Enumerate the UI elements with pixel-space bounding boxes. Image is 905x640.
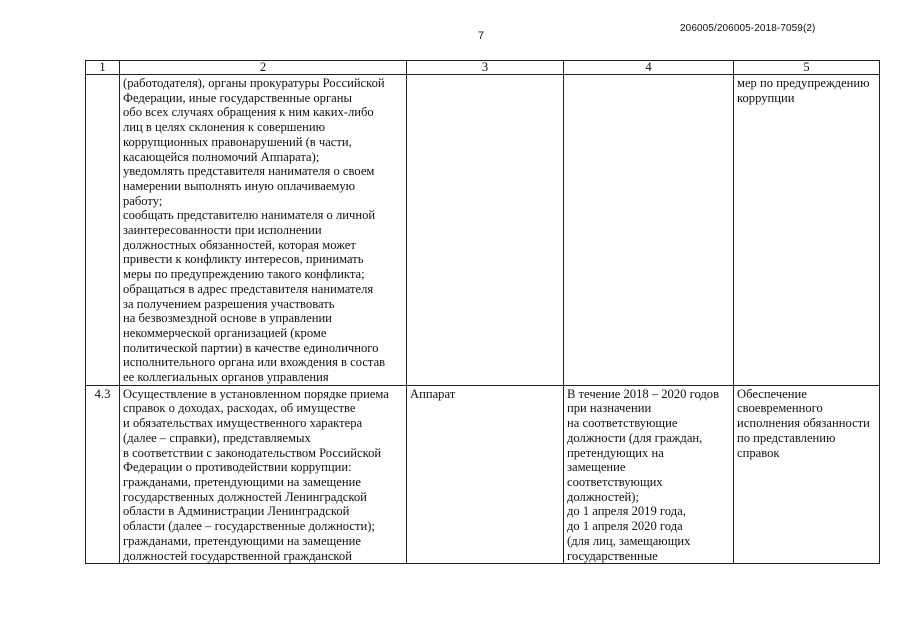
cell-text-line: исполнения обязанности [737, 416, 870, 431]
cell-text-line: замещение [567, 460, 626, 475]
cell-text-line: гражданами, претендующими на замещение [123, 533, 361, 548]
cell-text-line: по представлению [737, 430, 836, 445]
deadline-cell [564, 75, 734, 386]
column-header-3: 3 [407, 61, 564, 75]
page-number: 7 [478, 30, 485, 42]
cell-text-line: Осуществление в установленном порядке приема [123, 386, 389, 401]
result-cell [734, 385, 880, 563]
deadline-cell [564, 385, 734, 563]
cell-text-line: претендующих на [567, 445, 664, 460]
cell-text-line: меры по предупреждению такого конфликта; [123, 267, 365, 282]
row-number: 4.3 [94, 386, 111, 401]
cell-text-line: и обязательствах имущественного характера [123, 416, 363, 431]
cell-text-line: некоммерческой организацией (кроме [123, 325, 327, 340]
cell-text-line: государственные [567, 548, 658, 563]
column-header-4: 4 [564, 61, 734, 75]
column-header-1: 1 [86, 61, 120, 75]
cell-text-line: (для лиц, замещающих [567, 533, 691, 548]
cell-text-line: мер по предупреждению [737, 76, 870, 90]
cell-text-line: привести к конфликту интересов, принимать [123, 252, 364, 267]
cell-text-line: сообщать представителю нанимателя о личной [123, 208, 376, 223]
cell-text-line: до 1 апреля 2019 года, [567, 504, 686, 519]
table-row [86, 75, 880, 386]
cell-text-line: за получением разрешения участвовать [123, 296, 335, 311]
cell-text-line: намерении выполнять иную оплачиваемую [123, 178, 356, 193]
cell-text-line: на безвозмездной основе в управлении [123, 311, 332, 326]
cell-text-line: справок [737, 445, 780, 460]
table-row [86, 385, 880, 563]
measures-table [85, 60, 880, 564]
cell-text-line: своевременного [737, 401, 823, 416]
result-cell [734, 75, 880, 386]
row-number-cell [86, 75, 120, 386]
cell-text-line: Обеспечение [737, 386, 807, 401]
cell-text-line: уведомлять представителя нанимателя о своем [123, 164, 375, 179]
cell-text-line: коррупционных правонарушений (в части, [123, 134, 352, 149]
cell-text-line: государственных должностей Ленинградской [123, 489, 367, 504]
executor-cell [407, 385, 564, 563]
cell-text-line: обо всех случаях обращения к ним каких-либо [123, 105, 374, 120]
cell-text-line: исполнительного органа или вхождения в состав [123, 355, 386, 370]
cell-text-line: работу; [123, 193, 163, 208]
cell-text-line: обращаться в адрес представителя нанимателя [123, 281, 374, 296]
column-header-2: 2 [120, 61, 407, 75]
cell-text-line: должности (для граждан, [567, 430, 703, 445]
cell-text-line: заинтересованности при исполнении [123, 223, 322, 238]
column-number-row [86, 61, 880, 75]
cell-text-line: справок о доходах, расходах, об имуществе [123, 401, 356, 416]
measure-cell [120, 385, 407, 563]
column-header-5: 5 [734, 61, 880, 75]
cell-text-line: В течение 2018 – 2020 годов [567, 386, 720, 401]
cell-text-line: лиц в целях склонения к совершению [123, 120, 325, 135]
cell-text-line: Федерации, иные государственные органы [123, 90, 352, 105]
document-id: 206005/206005-2018-7059(2) [680, 23, 816, 34]
cell-text-line: Аппарат [410, 386, 456, 401]
cell-text-line: до 1 апреля 2020 года [567, 519, 683, 534]
cell-text-line: должностных обязанностей, которая может [123, 237, 356, 252]
cell-text-line: при назначении [567, 401, 652, 416]
row-number-cell [86, 385, 120, 563]
cell-text-line: касающейся полномочий Аппарата); [123, 149, 320, 164]
cell-text-line: (далее – справки), представляемых [123, 430, 311, 445]
cell-text-line: коррупции [737, 90, 795, 105]
cell-text-line: должностей); [567, 489, 639, 504]
cell-text-line: в соответствии с законодательством Российской [123, 445, 382, 460]
cell-text-line: политической партии) в качестве единоличного [123, 340, 379, 355]
cell-text-line: Федерации о противодействии коррупции: [123, 460, 352, 475]
cell-text-line: соответствующих [567, 474, 663, 489]
cell-text-line: гражданами, претендующими на замещение [123, 474, 361, 489]
executor-cell [407, 75, 564, 386]
cell-text-line: области (далее – государственные должности); [123, 519, 375, 534]
cell-text-line: ее коллегиальных органов управления [123, 370, 329, 385]
measure-cell [120, 75, 407, 386]
cell-text-line: должностей государственной гражданской [123, 548, 352, 563]
cell-text-line: (работодателя), органы прокуратуры Российской [123, 76, 385, 90]
cell-text-line: на соответствующие [567, 416, 678, 431]
cell-text-line: области в Администрации Ленинградской [123, 504, 350, 519]
